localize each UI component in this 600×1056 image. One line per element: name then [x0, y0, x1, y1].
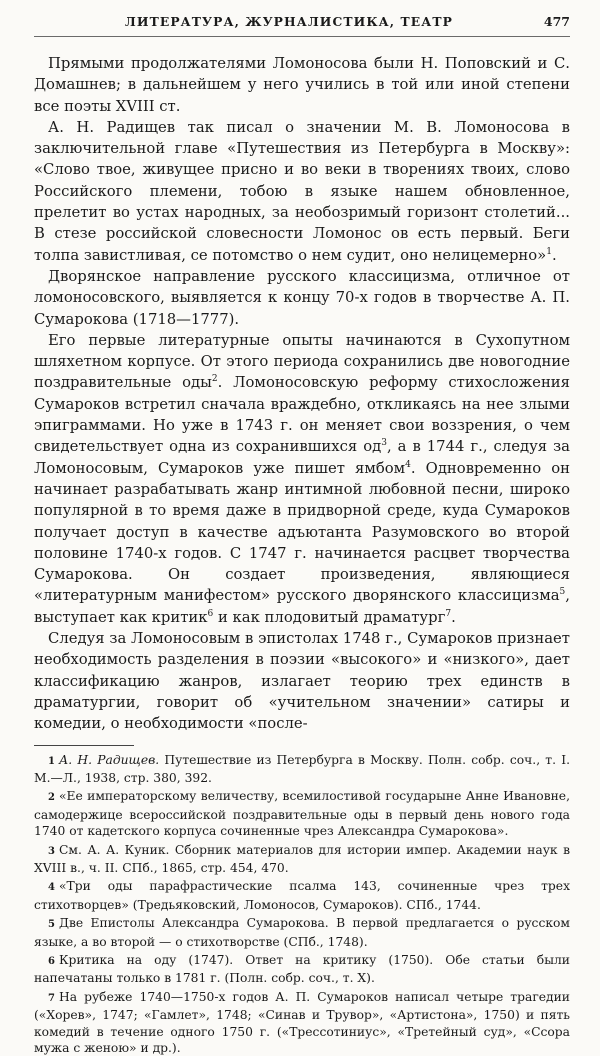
footnote-ref[interactable]: 1	[546, 247, 552, 257]
footnotes	[34, 752, 570, 1056]
page-number: 477	[544, 14, 570, 29]
paragraph-text: .	[552, 247, 557, 264]
footnote-text: На рубеже 1740—1750-х годов А. П. Сумароков написал четыре трагедии («Хорев», 1747; «Гамлет», 1748; «Синав и Трувор», «Артистона», 1750) и пять комедий в течение одного 1750 г. («Трессотиниус», «Третейный суд», «Ссора мужа с женою» и др.).	[34, 990, 570, 1055]
footnote-ref[interactable]: 6	[208, 609, 214, 619]
footnote-text: Путешествие из Петербурга в Москву. Полн. собр. соч., т. I. М.—Л., 1938, стр. 380, 392.	[34, 753, 570, 785]
footnote-number: 7	[48, 993, 55, 1004]
paragraph	[34, 117, 570, 266]
footnote-text: «Три оды парафрастические псалма 143, сочиненные чрез трех стихотворцев» (Тредьяковский, Ломоносов, Сумароков). СПб., 1744.	[34, 879, 570, 911]
footnote-number: 2	[48, 792, 55, 803]
paragraph-text: и как плодовитый драматург	[213, 609, 445, 626]
paragraph-text: А. Н. Радищев так писал о значении М. В. Ломоносова в заключительной главе «Путешествия из Петербурга в Москву»: «Слово твое, живущее присно и во веки в творениях твоих, слово Российского племени, тобою в языке нашем обновленное, прелетит во устах народных, за необозримый горизонт столетий... В стезе российской словесности Ломонос ов есть первый. Беги толпа завистливая, се потомство о нем судит, оно нелицемерно»	[34, 119, 570, 264]
footnote-author: А. Н. Радищев.	[59, 753, 159, 767]
footnote-text: Две Епистолы Александра Сумарокова. В первой предлагается о русском языке, а во второй — о стихотворстве (СПб., 1748).	[34, 916, 570, 948]
footnote-number: 1	[48, 756, 55, 767]
footnote-ref[interactable]: 2	[212, 375, 218, 385]
paragraph	[34, 628, 570, 734]
footnote-divider	[34, 745, 134, 746]
paragraph-text: , а в 1744 г., следуя за Ломоносовым, Сумароков уже пишет ямбом	[34, 438, 570, 476]
paragraph-text: .	[451, 609, 456, 626]
footnote-text: «Ее императорскому величеству, всемилостивой государыне Анне Ивановне, самодержице всероссийской поздравительные оды в первый день нового года 1740 от кадетского корпуса сочиненные чрез Александра Сумарокова».	[34, 789, 570, 838]
footnote-text: См. А. А. Куник. Сборник материалов для истории импер. Академии наук в XVIII в., ч. II. СПб., 1865, стр. 454, 470.	[34, 843, 570, 875]
paragraph-text: Дворянское направление русского классицизма, отличное от ломоносовского, выявляется к концу 70-х годов в творчестве А. П. Сумарокова (1718—1777).	[34, 268, 570, 328]
footnote	[34, 915, 570, 950]
paragraph-text: Его первые литературные опыты начинаются в Сухопутном шляхетном корпусе. От этого периода сохранились две новогодние поздравительные оды	[34, 332, 570, 392]
footnote-text: Критика на оду (1747). Ответ на критику (1750). Обе статьи были напечатаны только в 1781 г. (Полн. собр. соч., т. X).	[34, 953, 570, 985]
footnote-ref[interactable]: 3	[381, 438, 387, 448]
paragraph	[34, 266, 570, 330]
running-title: ЛИТЕРАТУРА, ЖУРНАЛИСТИКА, ТЕАТР	[34, 14, 544, 29]
paragraph-text: , выступает как критик	[34, 587, 570, 625]
footnote	[34, 788, 570, 839]
paragraph-text: . Одновременно он начинает разрабатывать жанр интимной любовной песни, широко популярной в то время даже в придворной среде, куда Сумароков получает доступ в качестве адъютанта Разумовского во второй половине 1740-х годов. С 1747 г. начинается расцвет творчества Сумарокова. Он создает произведения, являющиеся «литературным манифестом» русского дворянского классицизма	[34, 460, 570, 605]
footnote-number: 3	[48, 846, 55, 857]
paragraph-text: Прямыми продолжателями Ломоносова были Н. Поповский и С. Домашнев; в дальнейшем у него учились в той или иной степени все поэты XVIII ст.	[34, 55, 570, 115]
running-head	[34, 14, 570, 37]
footnote-ref[interactable]: 5	[560, 588, 566, 598]
footnote-number: 5	[48, 919, 55, 930]
footnote-number: 6	[48, 956, 55, 967]
footnote	[34, 878, 570, 913]
body-text	[34, 53, 570, 735]
footnote	[34, 842, 570, 877]
paragraph	[34, 330, 570, 628]
footnote	[34, 989, 570, 1056]
paragraph	[34, 53, 570, 117]
footnote-number: 4	[48, 882, 55, 893]
footnote	[34, 952, 570, 987]
paragraph-text: Следуя за Ломоносовым в эпистолах 1748 г., Сумароков признает необходимость разделения в поэзии «высокого» и «низкого», дает классификацию жанров, излагает теорию трех единств в драматургии, говорит об «учительном значении» сатиры и комедии, о необходимости «после-	[34, 630, 570, 732]
footnote-ref[interactable]: 7	[445, 609, 451, 619]
footnote	[34, 752, 570, 787]
footnote-ref[interactable]: 4	[405, 460, 411, 470]
paragraph-text: . Ломоносовскую реформу стихосложения Сумароков встретил сначала враждебно, откликаясь на нее злыми эпиграммами. Но уже в 1743 г. он меняет свои воззрения, о чем свидетельствует одна из сохранившихся од	[34, 374, 570, 455]
